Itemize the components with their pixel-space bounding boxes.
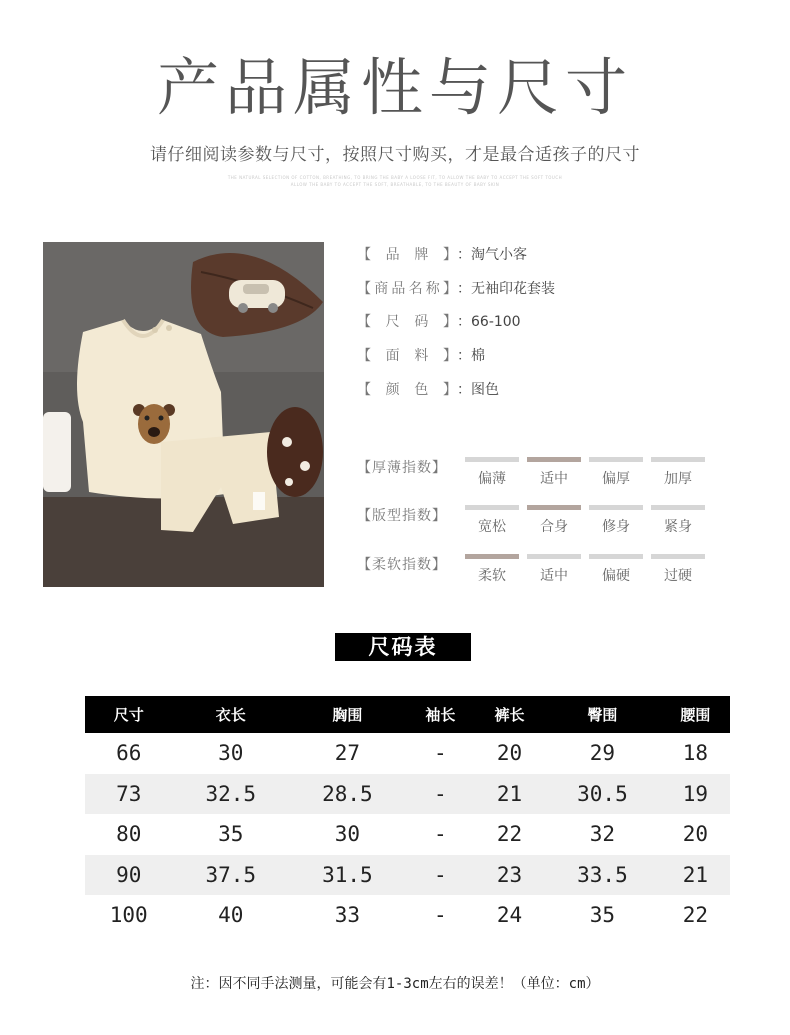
table-cell: 33 <box>334 903 361 928</box>
measurement-note: 注：因不同手法测量，可能会有1-3cm左右的误差！（单位：cm） <box>190 976 600 992</box>
table-cell: 28.5 <box>289 774 406 815</box>
table-cell: 32 <box>589 822 616 847</box>
index-option-label: 柔软 <box>478 568 506 584</box>
attr-size <box>357 311 521 331</box>
attr-value: ：图色 <box>457 382 499 398</box>
index-option <box>651 505 705 536</box>
index-bar <box>465 554 519 559</box>
table-row <box>85 733 730 774</box>
fine-print-line-2: ALLOW THE BABY TO ACCEPT THE SOFT, BREATHABLE, TO THE BEAUTY OF BABY SKIN <box>290 182 500 187</box>
attr-value: ：无袖印花套装 <box>457 281 555 297</box>
table-cell: 22 <box>682 903 709 928</box>
index-bar <box>465 457 519 462</box>
table-cell: 20 <box>682 822 709 847</box>
index-option-label: 偏硬 <box>602 568 630 584</box>
index-option <box>589 554 643 585</box>
table-cell: 22 <box>496 822 523 847</box>
table-cell: 23 <box>475 855 544 896</box>
index-option-label: 宽松 <box>478 519 506 535</box>
table-cell: 73 <box>85 774 172 815</box>
index-bar <box>465 505 519 510</box>
table-cell: 18 <box>682 741 709 766</box>
page-title: 产品属性与尺寸 <box>156 51 633 124</box>
index-bar <box>651 505 705 510</box>
table-row <box>85 895 730 936</box>
attr-value: ：棉 <box>457 348 485 364</box>
index-bar <box>589 554 643 559</box>
table-cell: 37.5 <box>172 855 289 896</box>
table-cell: 21 <box>475 774 544 815</box>
table-cell: 30.5 <box>544 774 661 815</box>
table-cell: 80 <box>116 822 142 847</box>
table-cell: 24 <box>496 903 523 928</box>
index-option <box>465 505 519 536</box>
index-option <box>465 554 519 585</box>
index-bar <box>589 505 643 510</box>
header-cell: 胸围 <box>289 696 406 733</box>
header-cell: 臀围 <box>544 696 661 733</box>
page-subtitle: 请仔细阅读参数与尺寸，按照尺寸购买，才是最合适孩子的尺寸 <box>150 145 640 165</box>
table-cell: 66 <box>116 741 142 766</box>
index-option <box>527 505 581 536</box>
size-table <box>85 696 730 936</box>
index-option-label: 修身 <box>602 519 630 535</box>
index-option <box>465 457 519 488</box>
attr-fabric <box>357 345 485 365</box>
attr-product-name <box>357 278 555 298</box>
table-cell: 30 <box>334 822 361 847</box>
index-option-label: 合身 <box>540 519 568 535</box>
size-table-header <box>85 696 730 733</box>
index-option-label: 适中 <box>540 568 568 584</box>
attr-key: 【 面 料 】 <box>357 348 457 364</box>
attr-color <box>357 379 499 399</box>
table-cell: - <box>433 822 447 847</box>
table-cell: 35 <box>589 903 616 928</box>
index-option-label: 加厚 <box>664 471 692 487</box>
table-cell: 33.5 <box>544 855 661 896</box>
table-cell: 21 <box>661 855 730 896</box>
index-option <box>527 457 581 488</box>
index-bar <box>527 457 581 462</box>
index-option <box>651 554 705 585</box>
table-cell: 32.5 <box>172 774 289 815</box>
index-label-thickness: 【厚薄指数】 <box>357 460 447 476</box>
header-cell: 腰围 <box>661 696 730 733</box>
index-bar <box>527 554 581 559</box>
table-cell: 35 <box>218 822 244 847</box>
table-cell: - <box>406 855 475 896</box>
table-row <box>85 855 730 896</box>
attr-value: ：66-100 <box>457 314 521 330</box>
header-cell: 尺寸 <box>85 696 172 733</box>
index-label-fit: 【版型指数】 <box>357 508 447 524</box>
header-cell: 裤长 <box>475 696 544 733</box>
index-option-label: 偏厚 <box>602 471 630 487</box>
index-bar <box>651 457 705 462</box>
table-cell: - <box>433 903 447 928</box>
table-cell: 27 <box>334 741 361 766</box>
attr-key: 【 尺 码 】 <box>357 314 457 330</box>
attr-value: ：淘气小客 <box>457 247 527 263</box>
table-cell: 30 <box>218 741 244 766</box>
index-option <box>651 457 705 488</box>
table-cell: - <box>433 741 447 766</box>
table-cell: 100 <box>109 903 148 928</box>
index-option-label: 适中 <box>540 471 568 487</box>
table-cell: 31.5 <box>289 855 406 896</box>
index-bar <box>589 457 643 462</box>
attr-brand <box>357 244 527 264</box>
index-option <box>589 457 643 488</box>
product-photo <box>43 242 324 587</box>
index-option <box>589 505 643 536</box>
table-cell: 40 <box>218 903 244 928</box>
index-option-label: 紧身 <box>664 519 692 535</box>
index-option <box>527 554 581 585</box>
index-bar <box>527 505 581 510</box>
table-row <box>85 774 730 815</box>
header-cell: 袖长 <box>406 696 475 733</box>
attr-key: 【 颜 色 】 <box>357 382 457 398</box>
index-label-softness: 【柔软指数】 <box>357 557 447 573</box>
attr-key: 【 品 牌 】 <box>357 247 457 263</box>
index-bar <box>651 554 705 559</box>
size-chart-title: 尺码表 <box>335 633 471 661</box>
index-option-label: 偏薄 <box>478 471 506 487</box>
header-cell: 衣长 <box>172 696 289 733</box>
attr-key: 【 商 品 名 称 】 <box>357 281 457 297</box>
table-cell: 90 <box>85 855 172 896</box>
table-row <box>85 814 730 855</box>
table-cell: 19 <box>661 774 730 815</box>
index-option-label: 过硬 <box>664 568 692 584</box>
table-cell: 29 <box>589 741 616 766</box>
fine-print-line-1: THE NATURAL SELECTION OF COTTON, BREATHING, TO BRING THE BABY A LOOSE FIT, TO ALLOW THE BABY TO ACCEPT THE SOFT TOUCH <box>227 175 563 180</box>
table-cell: 20 <box>496 741 523 766</box>
table-cell: - <box>406 774 475 815</box>
